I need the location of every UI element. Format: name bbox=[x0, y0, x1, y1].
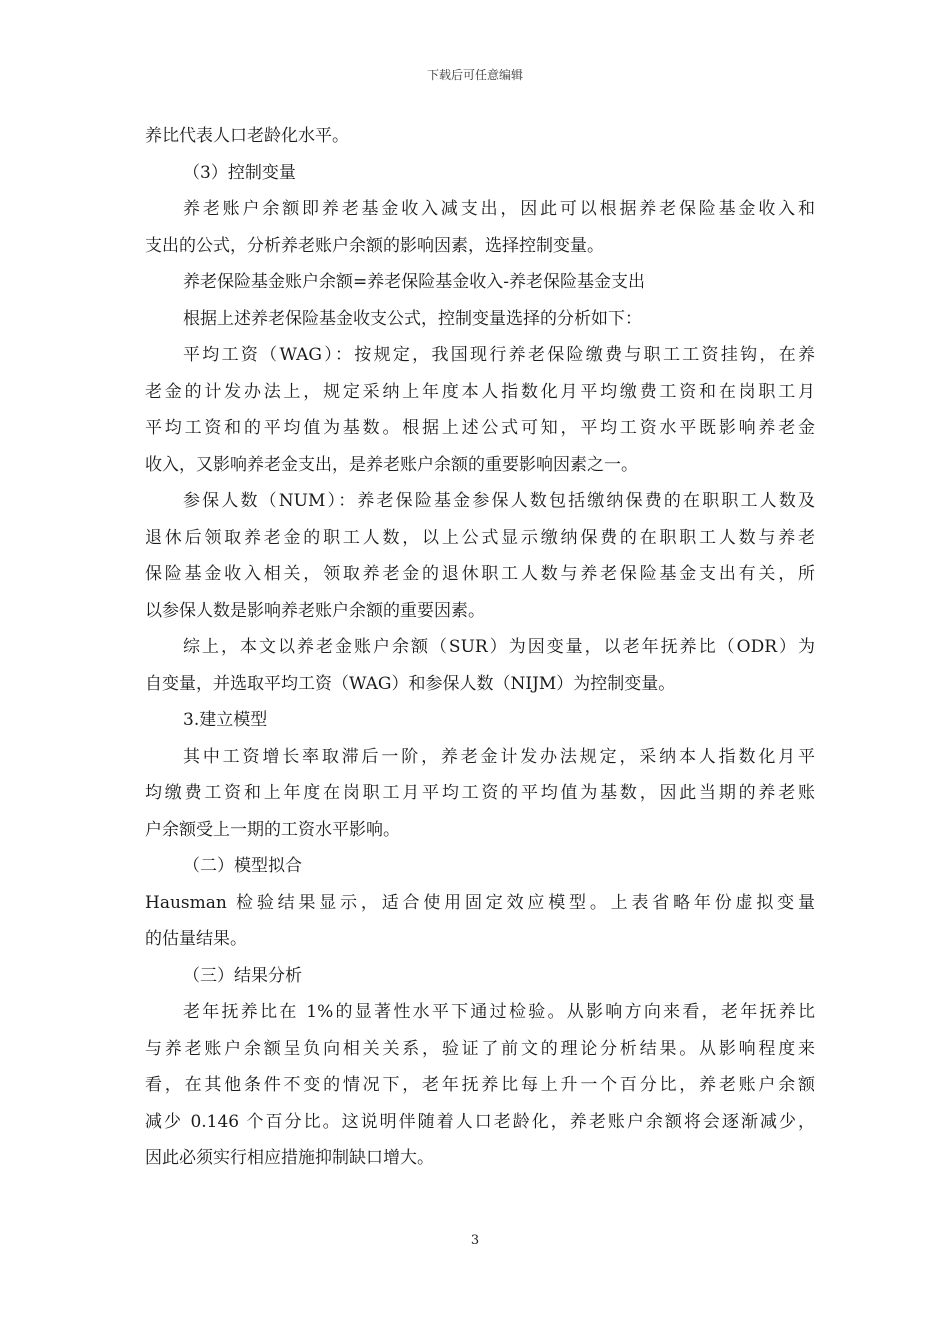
text-line: 综上，本文以养老金账户余额（SUR）为因变量，以老年抚养比（ODR）为 bbox=[183, 637, 815, 657]
text-line: 老年抚养比在 1%的显著性水平下通过检验。从影响方向来看，老年抚养比 bbox=[183, 1002, 815, 1022]
text-line: 参保人数（NUM）：养老保险基金参保人数包括缴纳保费的在职职工人数及 bbox=[183, 491, 815, 511]
text-line: 其中工资增长率取滞后一阶，养老金计发办法规定，采纳本人指数化月平 bbox=[183, 746, 815, 767]
text-line: 支出的公式，分析养老账户余额的影响因素，选择控制变量。 bbox=[145, 235, 604, 256]
text-line: 根据上述养老保险基金收支公式，控制变量选择的分析如下： bbox=[183, 308, 642, 329]
text-line: （三）结果分析 bbox=[183, 965, 302, 986]
text-line: 自变量，并选取平均工资（WAG）和参保人数（NIJM）为控制变量。 bbox=[145, 673, 676, 694]
text-line: 养老账户余额即养老基金收入减支出，因此可以根据养老保险基金收入和 bbox=[183, 199, 815, 219]
text-line: 退休后领取养老金的职工人数，以上公式显示缴纳保费的在职职工人数与养老 bbox=[145, 527, 815, 548]
text-line: 看，在其他条件不变的情况下，老年抚养比每上升一个百分比，养老账户余额 bbox=[145, 1075, 815, 1095]
body-text bbox=[145, 118, 815, 1177]
text-line: 均缴费工资和上年度在岗职工月平均工资的平均值为基数，因此当期的养老账 bbox=[145, 783, 815, 803]
text-line: 因此必须实行相应措施抑制缺口增大。 bbox=[145, 1148, 434, 1168]
text-line: （二）模型拟合 bbox=[183, 856, 302, 876]
text-line: 与养老账户余额呈负向相关关系，验证了前文的理论分析结果。从影响程度来 bbox=[145, 1038, 815, 1059]
text-line: 收入，又影响养老金支出，是养老账户余额的重要影响因素之一。 bbox=[145, 454, 638, 475]
text-line: 以参保人数是影响养老账户余额的重要因素。 bbox=[145, 600, 485, 621]
text-line: 老金的计发办法上，规定采纳上年度本人指数化月平均缴费工资和在岗职工月 bbox=[145, 381, 815, 402]
text-line: 3.建立模型 bbox=[183, 710, 268, 730]
text-line: 养老保险基金账户余额=养老保险基金收入-养老保险基金支出 bbox=[183, 272, 645, 292]
text-line: 平均工资（WAG）：按规定，我国现行养老保险缴费与职工工资挂钩，在养 bbox=[183, 345, 815, 365]
page-header: 下载后可任意编辑 bbox=[426, 68, 523, 82]
text-line: 平均工资和的平均值为基数。根据上述公式可知，平均工资水平既影响养老金 bbox=[145, 418, 815, 438]
text-line: （3）控制变量 bbox=[183, 162, 296, 183]
text-line: Hausman 检验结果显示，适合使用固定效应模型。上表省略年份虚拟变量 bbox=[145, 892, 815, 913]
text-line: 养比代表人口老龄化水平。 bbox=[145, 126, 349, 146]
page-number: 3 bbox=[470, 1233, 480, 1248]
text-line: 的估量结果。 bbox=[145, 929, 247, 949]
text-line: 户余额受上一期的工资水平影响。 bbox=[145, 819, 400, 840]
text-line: 减少 0.146 个百分比。这说明伴随着人口老龄化，养老账户余额将会逐渐减少， bbox=[145, 1111, 815, 1132]
text-line: 保险基金收入相关，领取养老金的退休职工人数与养老保险基金支出有关，所 bbox=[145, 564, 815, 584]
